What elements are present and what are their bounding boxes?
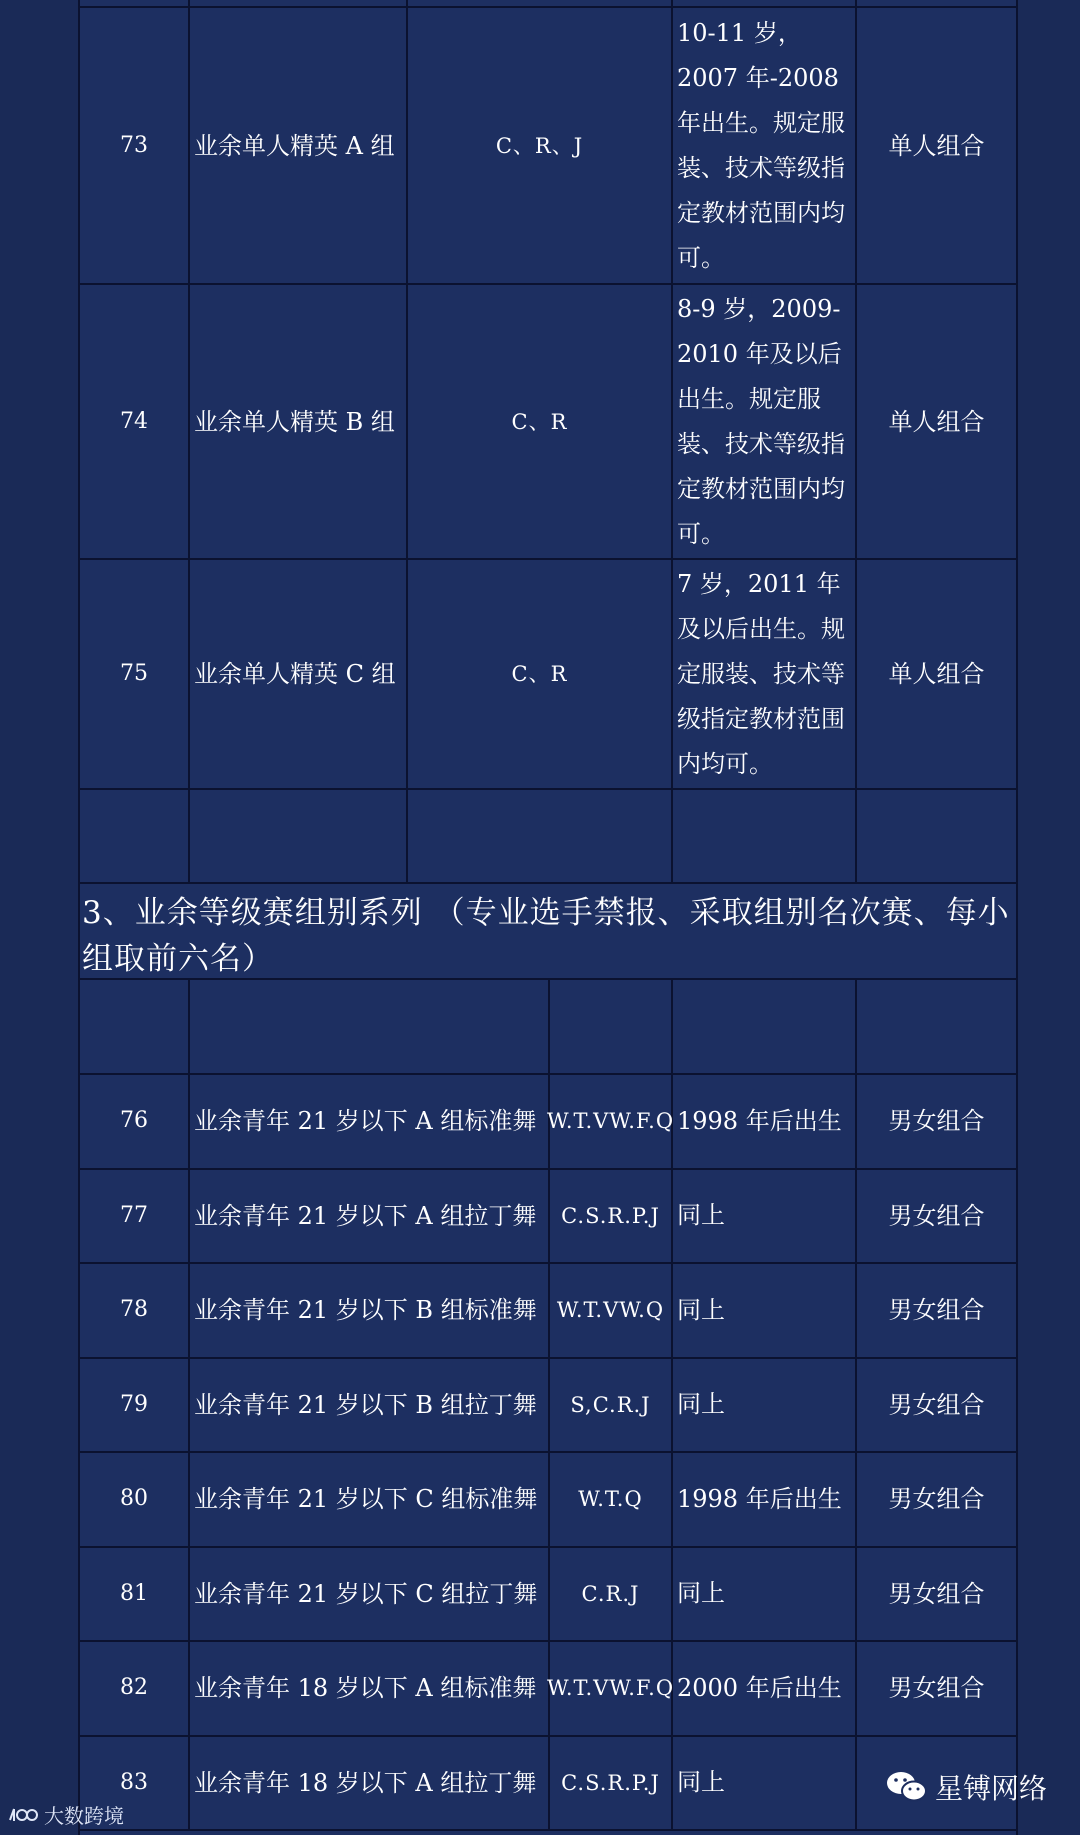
group-name: 业余青年 21 岁以下 C 组标准舞 xyxy=(190,1453,550,1546)
table-row xyxy=(80,1642,1016,1737)
table-row xyxy=(80,8,1016,285)
requirement-note: 7 岁，2011 年及以后出生。规定服装、技术等级指定教材范围内均可。 xyxy=(673,560,857,788)
table-row xyxy=(80,1359,1016,1454)
row-number: 76 xyxy=(80,1075,190,1168)
requirement-note: 同上 xyxy=(673,1737,857,1830)
dance-codes: S,C.R.J xyxy=(550,1359,673,1452)
row-number: 81 xyxy=(80,1548,190,1641)
watermark-right xyxy=(885,1767,1047,1807)
table-row xyxy=(80,1737,1016,1832)
category: 单人组合 xyxy=(888,131,985,160)
watermark-left xyxy=(8,1800,124,1829)
dance-codes: W.T.VW.Q xyxy=(550,1264,673,1357)
row-number: 74 xyxy=(80,285,190,558)
row-number: 80 xyxy=(80,1453,190,1546)
table-row xyxy=(80,1548,1016,1643)
logo-icon xyxy=(8,1806,38,1824)
row-number: 73 xyxy=(80,8,190,283)
requirement-note: 8-9 岁，2009-2010 年及以后出生。规定服装、技术等级指定教材范围内均可。 xyxy=(673,285,857,558)
dance-codes: C、R xyxy=(408,560,673,788)
table-row xyxy=(80,285,1016,560)
left-margin xyxy=(0,0,78,1835)
row-number: 75 xyxy=(80,560,190,788)
requirement-note: 同上 xyxy=(673,1264,857,1357)
wechat-icon xyxy=(885,1769,929,1805)
category: 男女组合 xyxy=(888,1485,985,1514)
category: 男女组合 xyxy=(888,1201,985,1230)
category: 男女组合 xyxy=(888,1674,985,1703)
requirement-note: 同上 xyxy=(673,1548,857,1641)
watermark-left-text: 大数跨境 xyxy=(44,1804,124,1828)
row-number: 82 xyxy=(80,1642,190,1735)
group-name: 业余单人精英 A 组 xyxy=(190,8,408,283)
dance-codes: W.T.VW.F.Q xyxy=(550,1075,673,1168)
row-number: 78 xyxy=(80,1264,190,1357)
table-row xyxy=(80,1264,1016,1359)
empty-row xyxy=(80,980,1016,1075)
competition-table xyxy=(78,0,1018,1835)
section-title: 3、业余等级赛组别系列 （专业选手禁报、采取组别名次赛、每小组取前六名） xyxy=(80,884,1016,980)
table-row xyxy=(80,1075,1016,1170)
category: 男女组合 xyxy=(888,1296,985,1325)
dance-codes: C.S.R.P.J xyxy=(550,1170,673,1263)
dance-codes: W.T.VW.F.Q xyxy=(550,1642,673,1735)
group-name: 业余单人精英 C 组 xyxy=(190,560,408,788)
row-number: 77 xyxy=(80,1170,190,1263)
category: 男女组合 xyxy=(888,1579,985,1608)
category: 单人组合 xyxy=(888,660,985,688)
group-name: 业余青年 21 岁以下 A 组标准舞 xyxy=(190,1075,550,1168)
right-margin xyxy=(1018,0,1080,1835)
category: 单人组合 xyxy=(888,407,985,436)
table-row xyxy=(80,1453,1016,1548)
watermark-right-text: 星镈网络 xyxy=(935,1772,1048,1805)
dance-codes: C.R.J xyxy=(550,1548,673,1641)
requirement-note: 2000 年后出生 xyxy=(673,1642,857,1735)
dance-codes: C、R xyxy=(408,285,673,558)
group-name: 业余青年 21 岁以下 B 组标准舞 xyxy=(190,1264,550,1357)
requirement-note: 同上 xyxy=(673,1359,857,1452)
group-name: 业余青年 21 岁以下 B 组拉丁舞 xyxy=(190,1359,550,1452)
requirement-note: 同上 xyxy=(673,1170,857,1263)
empty-row xyxy=(80,790,1016,884)
category: 男女组合 xyxy=(888,1390,985,1419)
group-name: 业余青年 21 岁以下 C 组拉丁舞 xyxy=(190,1548,550,1641)
group-name: 业余单人精英 B 组 xyxy=(190,285,408,558)
dance-codes: C.S.R.P.J xyxy=(550,1737,673,1830)
group-name: 业余青年 18 岁以下 A 组拉丁舞 xyxy=(190,1737,550,1830)
row-number: 83 xyxy=(80,1737,190,1830)
requirement-note: 1998 年后出生 xyxy=(673,1453,857,1546)
group-name: 业余青年 21 岁以下 A 组拉丁舞 xyxy=(190,1170,550,1263)
dance-codes: W.T.Q xyxy=(550,1453,673,1546)
requirement-note: 10-11 岁，2007 年-2008 年出生。规定服装、技术等级指定教材范围内均可。 xyxy=(673,8,857,283)
group-name: 业余青年 18 岁以下 A 组标准舞 xyxy=(190,1642,550,1735)
table-row xyxy=(80,1170,1016,1265)
requirement-note: 1998 年后出生 xyxy=(673,1075,857,1168)
dance-codes: C、R、J xyxy=(408,8,673,283)
table-row-stub xyxy=(80,0,1016,8)
row-number: 79 xyxy=(80,1359,190,1452)
table-row xyxy=(80,560,1016,790)
category: 男女组合 xyxy=(888,1107,985,1136)
